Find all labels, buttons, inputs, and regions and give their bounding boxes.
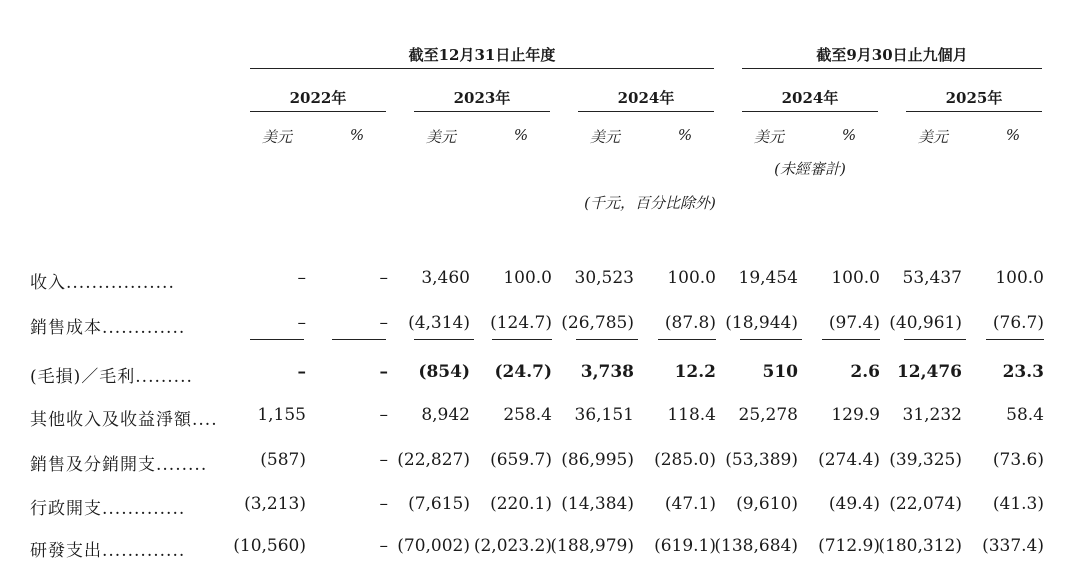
cell-2024-pct: 100.0 xyxy=(667,268,716,288)
year-header-2024-annual: 2024年 xyxy=(617,89,675,107)
cell-2023-usd: (22,827) xyxy=(397,450,470,470)
cell-2024-usd: (26,785) xyxy=(561,313,634,333)
cell-2023-usd: 3,460 xyxy=(421,268,470,288)
cell-2024n-pct: 129.9 xyxy=(831,405,880,425)
unit-usd-2025: 美元 xyxy=(917,128,948,146)
cell-2023-usd: (70,002) xyxy=(397,536,470,556)
year-header-2022: 2022年 xyxy=(289,89,347,107)
subtotal-rule-2024n-usd xyxy=(740,339,802,340)
cell-2024n-usd: (138,684) xyxy=(714,536,798,556)
cell-2022-pct: – xyxy=(379,450,388,470)
cell-2023-pct: 258.4 xyxy=(503,405,552,425)
cell-2024n-usd: (53,389) xyxy=(725,450,798,470)
cell-2024n-usd: 510 xyxy=(762,362,798,382)
cell-2024-pct: (47.1) xyxy=(664,494,716,514)
cell-2022-pct: – xyxy=(379,405,388,425)
subtotal-rule-2025-usd xyxy=(904,339,966,340)
cell-2025-usd: 53,437 xyxy=(902,268,962,288)
cell-2023-pct: (2,023.2) xyxy=(473,536,552,556)
year-header-2024-nine-month: 2024年 xyxy=(781,89,839,107)
cell-2025-pct: 100.0 xyxy=(995,268,1044,288)
cell-2024-pct: 12.2 xyxy=(674,362,716,382)
cell-2022-usd: – xyxy=(297,268,306,288)
annual-period-header: 截至12月31日止年度 xyxy=(408,46,556,64)
cell-2024-pct: (87.8) xyxy=(664,313,716,333)
cell-2024-usd: 3,738 xyxy=(580,362,634,382)
unit-pct-2024-nine-month: % xyxy=(841,126,857,144)
cell-2022-pct: – xyxy=(379,268,388,288)
cell-2024n-pct: (274.4) xyxy=(818,450,880,470)
cell-2022-usd: – xyxy=(297,313,306,333)
cell-2024n-pct: (712.9) xyxy=(818,536,880,556)
cell-2024n-pct: 2.6 xyxy=(850,362,880,382)
unit-pct-2023: % xyxy=(513,126,529,144)
cell-2024-pct: (619.1) xyxy=(654,536,716,556)
subtotal-rule-2025-pct xyxy=(986,339,1044,340)
cell-2024-usd: (86,995) xyxy=(561,450,634,470)
cell-2025-pct: 23.3 xyxy=(1002,362,1044,382)
cell-2024-pct: 118.4 xyxy=(667,405,716,425)
row-label: 收入................. xyxy=(30,273,175,293)
cell-2024-usd: 30,523 xyxy=(574,268,634,288)
cell-2023-pct: 100.0 xyxy=(503,268,552,288)
cell-2025-usd: (180,312) xyxy=(878,536,962,556)
cell-2022-usd: 1,155 xyxy=(257,405,306,425)
thousands-note: (千元，百分比除外) xyxy=(584,194,716,212)
cell-2024-usd: (188,979) xyxy=(550,536,634,556)
cell-2024-usd: (14,384) xyxy=(561,494,634,514)
cell-2023-usd: (854) xyxy=(418,362,470,382)
cell-2025-pct: (76.7) xyxy=(992,313,1044,333)
year-header-2023: 2023年 xyxy=(453,89,511,107)
subtotal-rule-2024-usd xyxy=(576,339,638,340)
cell-2022-pct: – xyxy=(379,362,388,382)
cell-2023-pct: (220.1) xyxy=(490,494,552,514)
row-label: 銷售成本............. xyxy=(30,318,186,338)
row-label: 研發支出............. xyxy=(30,541,186,561)
row-label: 銷售及分銷開支........ xyxy=(30,455,208,475)
cell-2024-usd: 36,151 xyxy=(574,405,634,425)
cell-2024n-pct: (49.4) xyxy=(828,494,880,514)
cell-2025-pct: 58.4 xyxy=(1006,405,1044,425)
cell-2022-usd: – xyxy=(297,362,306,382)
unit-usd-2024-annual: 美元 xyxy=(589,128,620,146)
nine-month-period-rule xyxy=(742,68,1042,69)
subtotal-rule-2022-usd xyxy=(250,339,304,340)
row-label: (毛損)／毛利......... xyxy=(30,367,193,387)
cell-2024-pct: (285.0) xyxy=(654,450,716,470)
year-rule-2024-nine-month xyxy=(742,111,878,112)
unit-pct-2025: % xyxy=(1005,126,1021,144)
nine-month-period-header: 截至9月30日止九個月 xyxy=(816,46,968,64)
year-rule-2022 xyxy=(250,111,386,112)
cell-2023-usd: 8,942 xyxy=(421,405,470,425)
row-label: 其他收入及收益淨額.... xyxy=(30,410,218,430)
year-rule-2024-annual xyxy=(578,111,714,112)
year-rule-2023 xyxy=(414,111,550,112)
cell-2025-usd: (39,325) xyxy=(889,450,962,470)
cell-2023-usd: (7,615) xyxy=(408,494,470,514)
cell-2022-usd: (3,213) xyxy=(244,494,306,514)
cell-2025-pct: (41.3) xyxy=(992,494,1044,514)
cell-2025-usd: 12,476 xyxy=(896,362,962,382)
cell-2025-pct: (73.6) xyxy=(992,450,1044,470)
annual-period-rule xyxy=(250,68,714,69)
cell-2022-usd: (10,560) xyxy=(233,536,306,556)
cell-2023-usd: (4,314) xyxy=(408,313,470,333)
year-rule-2025 xyxy=(906,111,1042,112)
cell-2022-usd: (587) xyxy=(260,450,306,470)
subtotal-rule-2024-pct xyxy=(658,339,716,340)
cell-2024n-pct: 100.0 xyxy=(831,268,880,288)
cell-2025-usd: (22,074) xyxy=(889,494,962,514)
cell-2024n-usd: 19,454 xyxy=(738,268,798,288)
cell-2025-usd: (40,961) xyxy=(889,313,962,333)
cell-2022-pct: – xyxy=(379,313,388,333)
unit-pct-2024-annual: % xyxy=(677,126,693,144)
unaudited-note: (未經審計) xyxy=(774,160,846,178)
subtotal-rule-2022-pct xyxy=(332,339,386,340)
subtotal-rule-2023-pct xyxy=(492,339,552,340)
cell-2022-pct: – xyxy=(379,494,388,514)
unit-pct-2022: % xyxy=(349,126,365,144)
unit-usd-2024-nine-month: 美元 xyxy=(753,128,784,146)
cell-2024n-pct: (97.4) xyxy=(828,313,880,333)
unit-usd-2022: 美元 xyxy=(261,128,292,146)
subtotal-rule-2024n-pct xyxy=(822,339,880,340)
cell-2024n-usd: (9,610) xyxy=(736,494,798,514)
year-header-2025: 2025年 xyxy=(945,89,1003,107)
cell-2024n-usd: 25,278 xyxy=(738,405,798,425)
unit-usd-2023: 美元 xyxy=(425,128,456,146)
cell-2023-pct: (24.7) xyxy=(494,362,552,382)
cell-2025-usd: 31,232 xyxy=(902,405,962,425)
row-label: 行政開支............. xyxy=(30,499,186,519)
subtotal-rule-2023-usd xyxy=(414,339,474,340)
cell-2024n-usd: (18,944) xyxy=(725,313,798,333)
cell-2023-pct: (124.7) xyxy=(490,313,552,333)
cell-2025-pct: (337.4) xyxy=(982,536,1044,556)
cell-2023-pct: (659.7) xyxy=(490,450,552,470)
cell-2022-pct: – xyxy=(379,536,388,556)
